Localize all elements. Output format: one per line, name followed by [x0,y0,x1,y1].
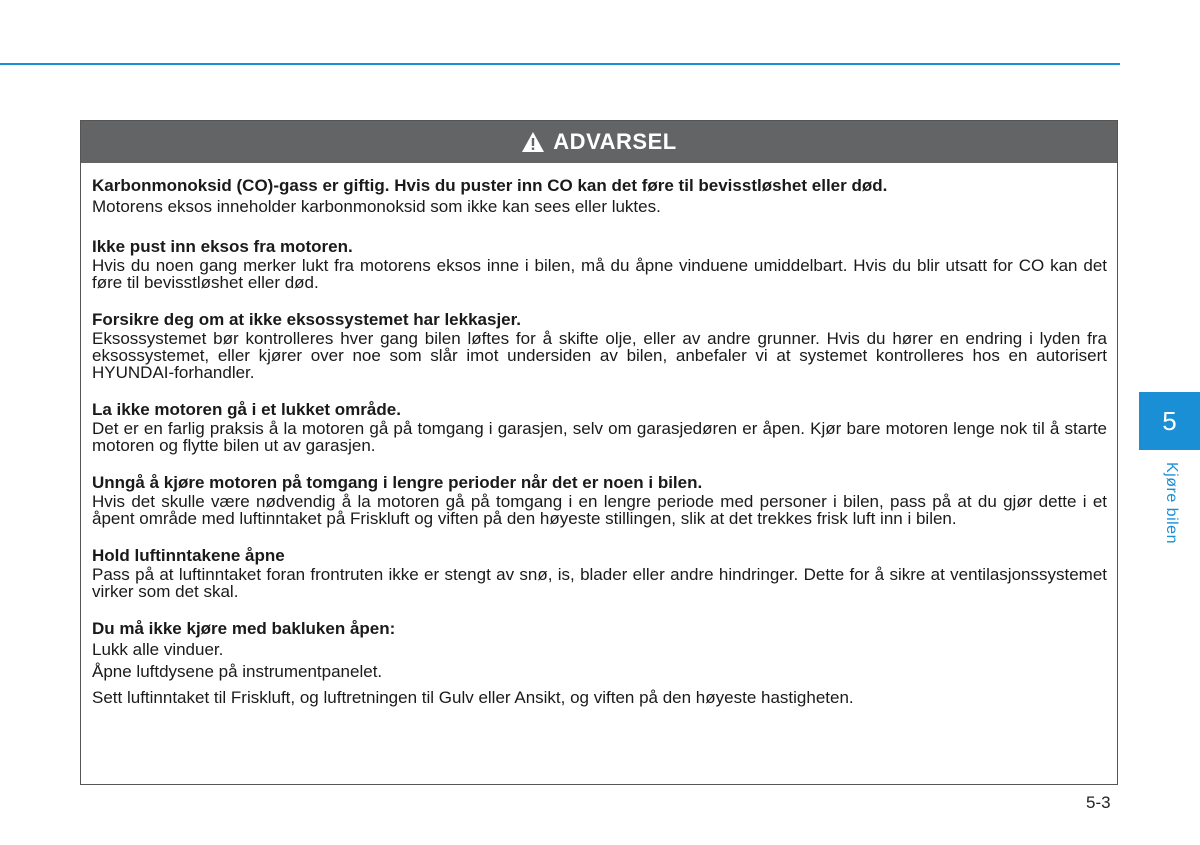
section-heading: Ikke pust inn eksos fra motoren. [92,237,353,256]
instruction-line: Åpne luftdysene på instrumentpanelet. [92,662,383,681]
section-heading: Forsikre deg om at ikke eksossystemet har lekkasjer. [92,310,522,329]
warning-title: ADVARSEL [553,129,677,154]
warning-header [81,121,1117,163]
instruction-line: Lukk alle vinduer. [92,640,224,659]
page-number: 5-3 [1086,793,1111,812]
warning-body [81,163,1117,709]
section-air-intakes [92,546,1107,600]
chapter-tab: 5 [1139,392,1200,450]
section-heading: Unngå å kjøre motoren på tomgang i lengre perioder når det er noen i bilen. [92,473,703,492]
chapter-label: Kjøre bilen [1163,462,1180,544]
warning-triangle-icon [521,131,545,153]
section-heading: La ikke motoren gå i et lukket område. [92,400,401,419]
section-text: Hvis det skulle være nødvendig å la motoren gå på tomgang i en lengre periode med personer i bilen, pass på at du gjør dette i et åpent område med luftinntaket på Friskluft og viften på den høyeste stillingen, slik at det trekkes frisk luft inn i bilen. [92,492,1107,528]
section-text: Det er en farlig praksis å la motoren gå på tomgang i garasjen, selv om garasjedøren er åpen. Kjør bare motoren lenge nok til å starte motoren og flytte bilen ut av garasjen. [92,419,1107,455]
section-heading: Du må ikke kjøre med bakluken åpen: [92,619,396,638]
section-text: Eksossystemet bør kontrolleres hver gang bilen løftes for å skifte olje, eller av andre grunner. Hvis du hører en endring i lyden fra eksossystemet, eller kjører over noe som slår imot undersiden av bilen, anbefaler vi at systemet kontrolleres hos en autorisert HYUNDAI-forhandler. [92,329,1107,382]
section-co-toxic [92,176,1107,218]
top-rule [0,63,1120,65]
section-text: Hvis du noen gang merker lukt fra motorens eksos inne i bilen, må du åpne vinduene umiddelbart. Hvis du blir utsatt for CO kan det føre til bevisstløshet eller død. [92,256,1107,292]
section-text: Pass på at luftinntaket foran frontruten ikke er stengt av snø, is, blader eller andre hindringer. Dette for å sikre at ventilasjonssystemet virker som det skal. [92,565,1107,601]
section-text: Motorens eksos inneholder karbonmonoksid som ikke kan sees eller luktes. [92,197,661,216]
section-tailgate [92,619,1107,709]
section-heading: Karbonmonoksid (CO)-gass er giftig. Hvis du puster inn CO kan det føre til bevisstløshet eller død. [92,176,888,195]
instruction-line: Sett luftinntaket til Friskluft, og luftretningen til Gulv eller Ansikt, og viften på den høyeste hastigheten. [92,688,854,707]
warning-box [80,120,1118,785]
section-idling [92,473,1107,527]
section-leaks [92,310,1107,381]
section-exhaust [92,237,1107,291]
section-heading: Hold luftinntakene åpne [92,546,285,565]
section-enclosed-area [92,400,1107,454]
